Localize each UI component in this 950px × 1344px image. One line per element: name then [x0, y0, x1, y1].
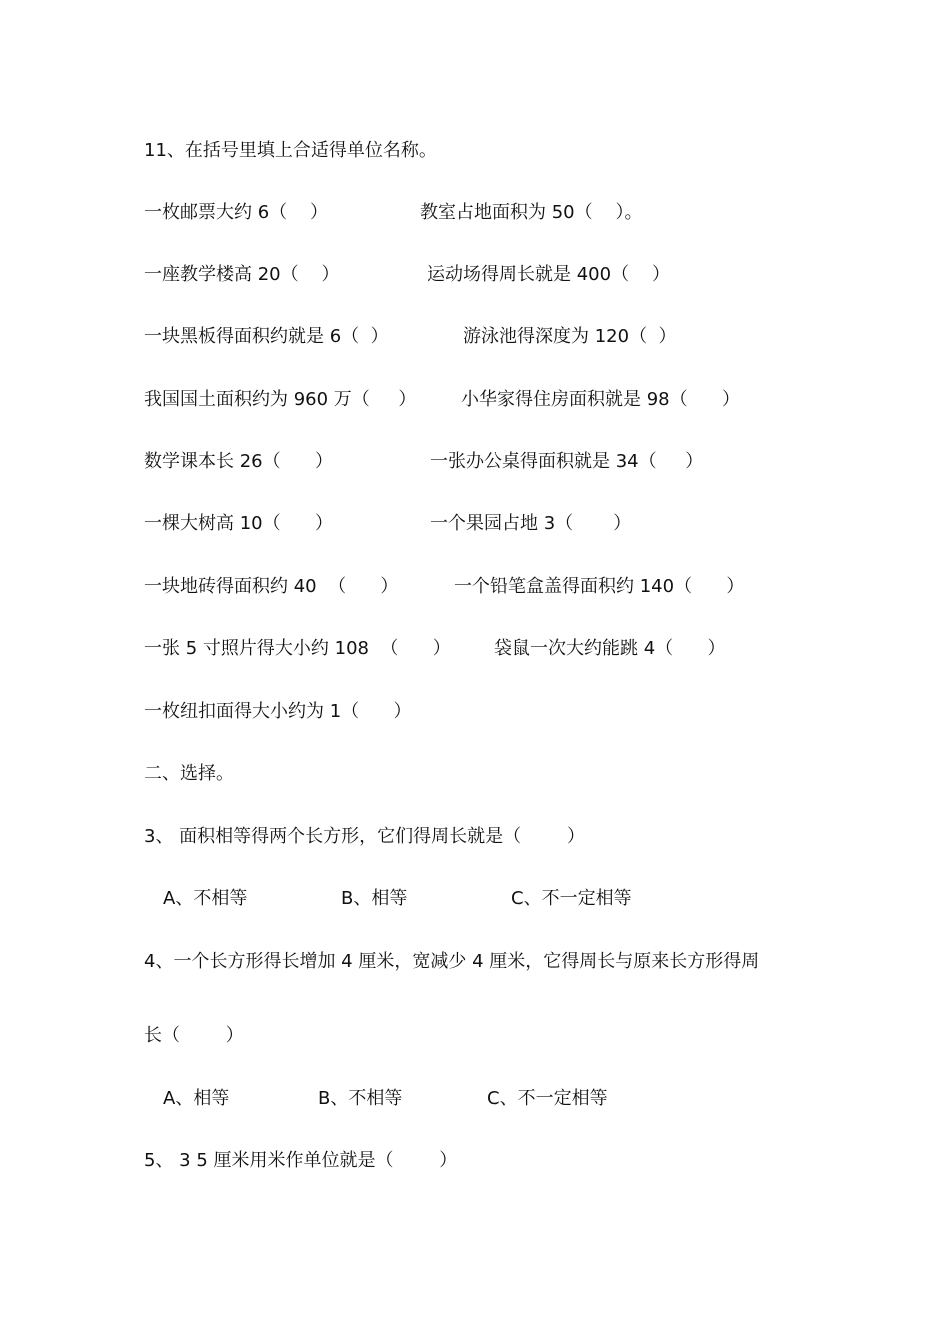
question-4-continued: 长（ ）	[144, 1025, 244, 1046]
fill-item-1: 一枚邮票大约 6（ ）	[144, 202, 329, 223]
fill-item-16: 袋鼠一次大约能跳 4（ ）	[494, 638, 726, 659]
q4-option-b: B、不相等	[318, 1088, 403, 1109]
fill-item-12: 一个果园占地 3（ ）	[430, 513, 632, 534]
fill-item-15: 一张 5 寸照片得大小约 108 （ ）	[144, 638, 451, 659]
question-3: 3、 面积相等得两个长方形，它们得周长就是（ ）	[144, 826, 585, 847]
q4-option-c: C、不一定相等	[487, 1088, 608, 1109]
fill-item-4: 运动场得周长就是 400（ ）	[427, 264, 670, 285]
section2-heading: 二、选择。	[144, 763, 234, 784]
q3-option-b: B、相等	[341, 888, 408, 909]
fill-item-14: 一个铅笔盒盖得面积约 140（ ）	[454, 576, 745, 597]
fill-item-6: 游泳池得深度为 120（ ）	[463, 326, 677, 347]
q3-option-a: A、不相等	[163, 888, 248, 909]
fill-item-8: 小华家得住房面积就是 98（ ）	[461, 389, 740, 410]
fill-item-9: 数学课本长 26（ ）	[144, 451, 333, 472]
q3-option-c: C、不一定相等	[511, 888, 632, 909]
fill-item-5: 一块黑板得面积约就是 6（ ）	[144, 326, 389, 347]
fill-item-3: 一座教学楼高 20（ ）	[144, 264, 340, 285]
fill-item-10: 一张办公桌得面积就是 34（ ）	[430, 451, 704, 472]
question-4: 4、一个长方形得长增加 4 厘米，宽减少 4 厘米，它得周长与原来长方形得周	[144, 951, 760, 972]
question-5: 5、 3 5 厘米用米作单位就是（ ）	[144, 1150, 458, 1171]
fill-item-2: 教室占地面积为 50（ ）。	[420, 202, 643, 223]
fill-item-17: 一枚纽扣面得大小约为 1（ ）	[144, 701, 412, 722]
fill-item-7: 我国国土面积约为 960 万（ ）	[144, 389, 417, 410]
q4-option-a: A、相等	[163, 1088, 230, 1109]
fill-item-13: 一块地砖得面积约 40 （ ）	[144, 576, 399, 597]
section1-heading: 11、在括号里填上合适得单位名称。	[144, 140, 437, 161]
fill-item-11: 一棵大树高 10（ ）	[144, 513, 333, 534]
